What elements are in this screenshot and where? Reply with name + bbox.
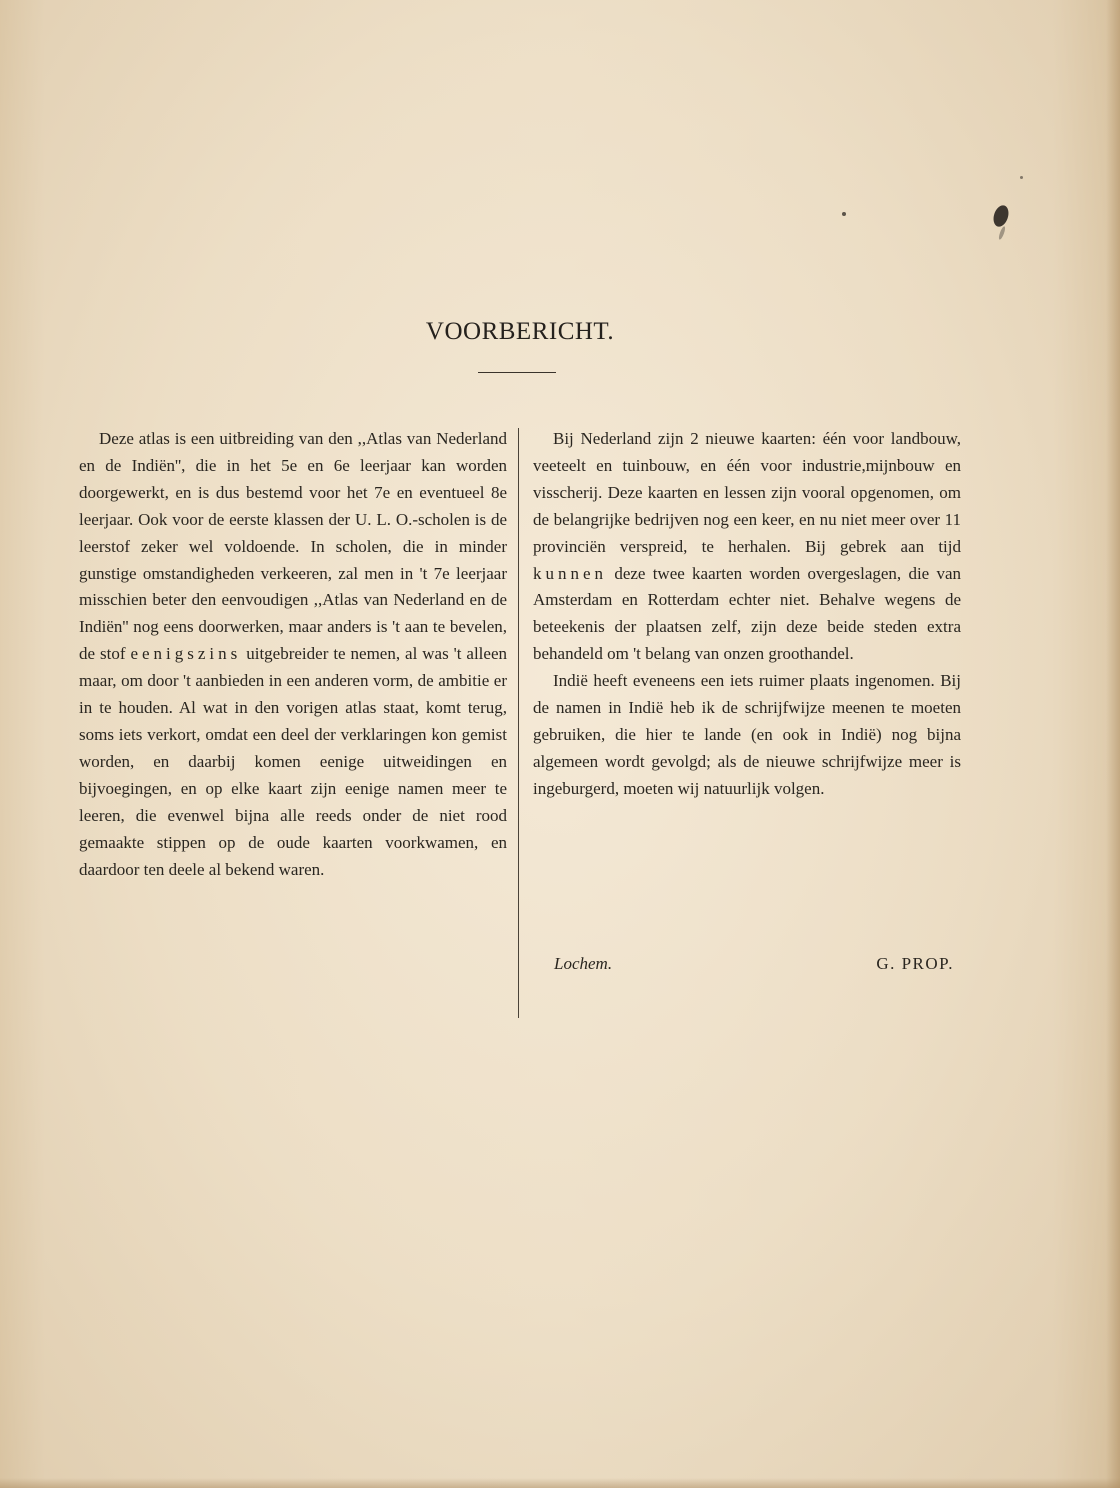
text-run: uitgebreider te nemen, al was 't alleen maar, om door 't aanbieden in een anderen vorm, de ambitie er in te houden. Al wat in den vorigen atlas staat, komt terug, soms iets verkort, omdat een deel der verklaringen kon gemist worden, en daarbij komen eenige uitweidingen en bijvoegingen, en op elke kaart zijn eenige namen meer te leeren, die evenwel bijna alle reeds onder de niet rood gemaakte stippen op de oude kaarten voorkwamen, en daardoor ten deele al bekend waren. — [79, 644, 507, 879]
page-title: VOORBERICHT. — [425, 318, 615, 345]
spaced-emphasis: kunnen — [533, 563, 608, 583]
ink-stain — [991, 203, 1011, 228]
ink-speck — [1020, 176, 1023, 179]
text-run: deze twee kaarten worden overgeslagen, die van Amsterdam en Rotterdam echter niet. Behalve wegens de beteekenis der plaatsen zelf, zijn deze beide steden extra behandeld om 't belang van onzen groothandel. — [533, 563, 962, 664]
right-paragraph-1 — [533, 426, 961, 668]
paper-edge-bottom — [0, 1478, 1120, 1488]
right-paragraph-2: Indië heeft eveneens een iets ruimer plaats ingenomen. Bij de namen in Indië heb ik de schrijfwijze meenen te moeten gebruiken, die hier te lande (en ook in Indië) nog bijna algemeen wordt gevolgd; als de nieuwe schrijfwijze meer is ingeburgerd, moeten wij natuurlijk volgen. — [533, 671, 961, 798]
left-paragraph-1 — [79, 426, 507, 883]
column-divider — [518, 428, 519, 1018]
left-column — [79, 426, 507, 883]
paper-edge-right — [1106, 0, 1120, 1488]
ink-stain — [998, 226, 1007, 241]
right-column — [533, 426, 961, 803]
title-underline — [478, 372, 556, 373]
text-run: Bij Nederland zijn 2 nieuwe kaarten: één voor landbouw, veeteelt en tuinbouw, en één voor industrie,mijnbouw en visscherij. Deze kaarten en lessen zijn vooral opgenomen, om de belangrijke bedrijven nog een keer, en nu niet meer over 11 provinciën verspreid, te herhalen. Bij gebrek aan tijd — [533, 429, 961, 556]
text-run: Deze atlas is een uitbreiding van den ,,Atlas van Nederland en de Indiën'', die in het 5e en 6e leerjaar kan worden doorgewerkt, en is dus bestemd voor het 7e en eventueel 8e leerjaar. Ook voor de eerste klassen der U. L. O.-scholen is de leerstof zeker wel voldoende. In scholen, die in minder gunstige omstandigheden verkeeren, zal men in 't 7e leerjaar misschien beter den eenvoudigen ,,Atlas van Nederland en de Indiën'' nog eens doorwerken, maar anders is 't aan te bevelen, de stof — [79, 429, 507, 664]
ink-speck — [842, 212, 846, 216]
spaced-emphasis: eenigszins — [130, 644, 242, 664]
signature-line — [554, 954, 954, 982]
signature-place: Lochem. — [554, 954, 613, 973]
signature-author: G. PROP. — [876, 954, 954, 973]
